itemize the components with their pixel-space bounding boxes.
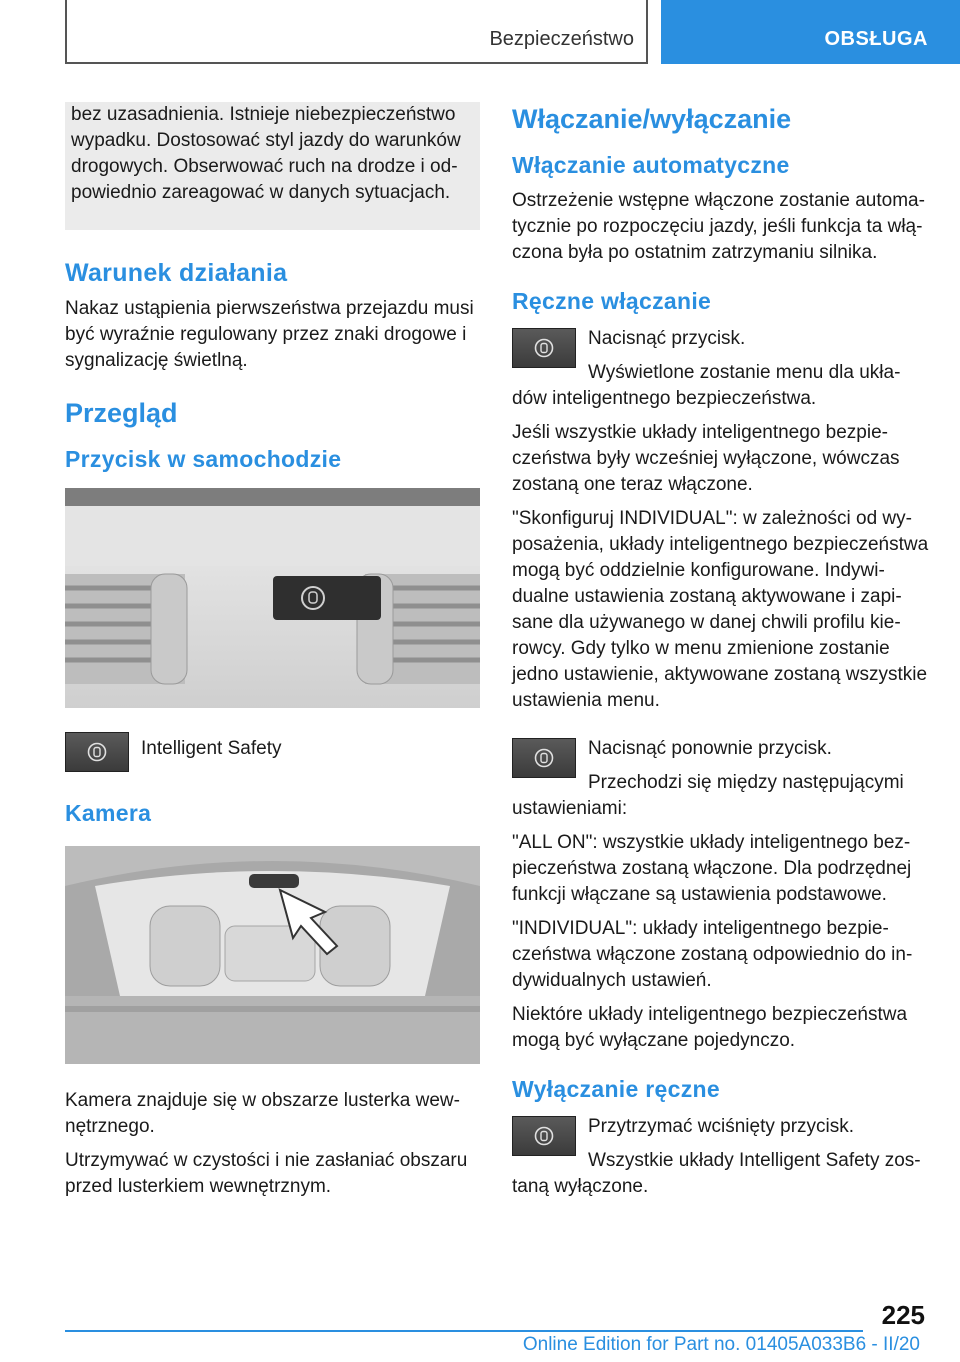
- auto-text: Ostrzeżenie wstępne włączone zostanie automa-tycznie po rozpoczęciu jazdy, jeśli funkcja ta włą-czona była po ostatnim zatrzymaniu silnika.: [512, 190, 925, 263]
- right-column: [512, 102, 930, 1208]
- przeglad-heading: Przegląd: [65, 398, 178, 428]
- warning-text: bez uzasadnienia. Istnieje niebezpieczeństwo wypadku. Dostosować styl jazdy do warunków drogowych. Obserwować ruch na drodze i od-powiednio zareagować w danych sytuacjach.: [71, 104, 461, 203]
- intelligent-safety-label: Intelligent Safety: [141, 738, 282, 759]
- ponownie-step-1: Nacisnąć ponownie przycisk.: [588, 738, 832, 759]
- warunek-text: Nakaz ustąpienia pierwszeństwa przejazdu musi być wyraźnie regulowany przez znaki drogowe i sygnalizację świetlną.: [65, 298, 474, 371]
- reczne-step-2: Wyświetlone zostanie menu dla ukła-dów inteligentnego bezpieczeństwa.: [512, 362, 901, 409]
- safety-car-icon: [87, 742, 107, 762]
- kamera-text-2: Utrzymywać w czystości i nie zasłaniać obszaru przed lusterkiem wewnętrznym.: [65, 1150, 468, 1197]
- warunek-heading: Warunek działania: [65, 259, 288, 287]
- wylaczanie-step-1: Przytrzymać wciśnięty przycisk.: [588, 1116, 855, 1137]
- wylaczanie-button-icon[interactable]: [512, 1116, 576, 1156]
- reczne-button-icon[interactable]: [512, 328, 576, 368]
- intelligent-safety-button-icon[interactable]: [65, 732, 129, 772]
- car-interior-illustration: [65, 846, 480, 1064]
- safety-car-icon: [534, 1126, 554, 1146]
- header-chapter-tab[interactable]: [661, 0, 960, 64]
- reczne-step-1: Nacisnąć przycisk.: [588, 328, 746, 349]
- warning-box: [65, 102, 480, 230]
- kamera-text-1: Kamera znajduje się w obszarze lusterka wew-nętrznego.: [65, 1090, 460, 1137]
- reczne-step-block: [512, 326, 930, 420]
- wylaczanie-step-2: Wszystkie układy Intelligent Safety zos-taną wyłączone.: [512, 1150, 921, 1197]
- reczne-text-1: Jeśli wszystkie układy inteligentnego bezpie-czeństwa były wcześniej wyłączone, wówczas zostaną one teraz włączone.: [512, 422, 900, 495]
- button-photo: [65, 488, 480, 708]
- wlaczanie-heading: Włączanie/wyłączanie: [512, 104, 792, 134]
- individual-text: "INDIVIDUAL": układy inteligentnego bezpie-czeństwa włączone zostaną odpowiednio do in-dywidualnych ustawień.: [512, 918, 913, 991]
- camera-photo: [65, 846, 480, 1064]
- wylaczanie-step-block: [512, 1114, 930, 1208]
- reczne-text-2: "Skonfiguruj INDIVIDUAL": w zależności od wy-posażenia, układy inteligentnego bezpieczeństwa mogą być oddzielnie konfigurowane. Indywi-dualne ustawienia zostaną aktywowane i zapi-sane dla używanego w danej chwili profilu kie-rowcy. Gdy tylko w menu zmienione zostanie jedno ustawienie, aktywowane zostaną wszystkie ustawienia menu.: [512, 508, 929, 711]
- przycisk-heading: Przycisk w samochodzie: [65, 446, 342, 472]
- ponownie-step-2: Przechodzi się między następującymi ustawieniami:: [512, 772, 904, 819]
- header-chapter-label: OBSŁUGA: [824, 28, 928, 50]
- dashboard-vents-illustration: [65, 488, 480, 708]
- reczne-heading: Ręczne włączanie: [512, 288, 712, 314]
- niektore-text: Niektóre układy inteligentnego bezpieczeństwa mogą być wyłączane pojedynczo.: [512, 1004, 908, 1051]
- ponownie-step-block: [512, 736, 930, 830]
- safety-car-icon: [534, 338, 554, 358]
- header-section-title: Bezpieczeństwo: [489, 28, 634, 50]
- allon-text: "ALL ON": wszystkie układy inteligentnego bez-pieczeństwa zostaną włączone. Dla podrzędnej funkcji włączane są ustawienia podstawowe.: [512, 832, 912, 905]
- safety-car-icon: [534, 748, 554, 768]
- left-column: [65, 102, 480, 1208]
- wylaczanie-heading: Wyłączanie ręczne: [512, 1076, 720, 1102]
- ponownie-button-icon[interactable]: [512, 738, 576, 778]
- kamera-heading: Kamera: [65, 800, 152, 826]
- footer-edition: Online Edition for Part no. 01405A033B6 - II/20: [522, 1334, 920, 1355]
- page-number: 225: [881, 1300, 925, 1330]
- footer-divider: [65, 1330, 863, 1332]
- intelligent-safety-row: [65, 732, 480, 772]
- auto-heading: Włączanie automatyczne: [512, 152, 790, 178]
- header-section-box: [65, 0, 648, 64]
